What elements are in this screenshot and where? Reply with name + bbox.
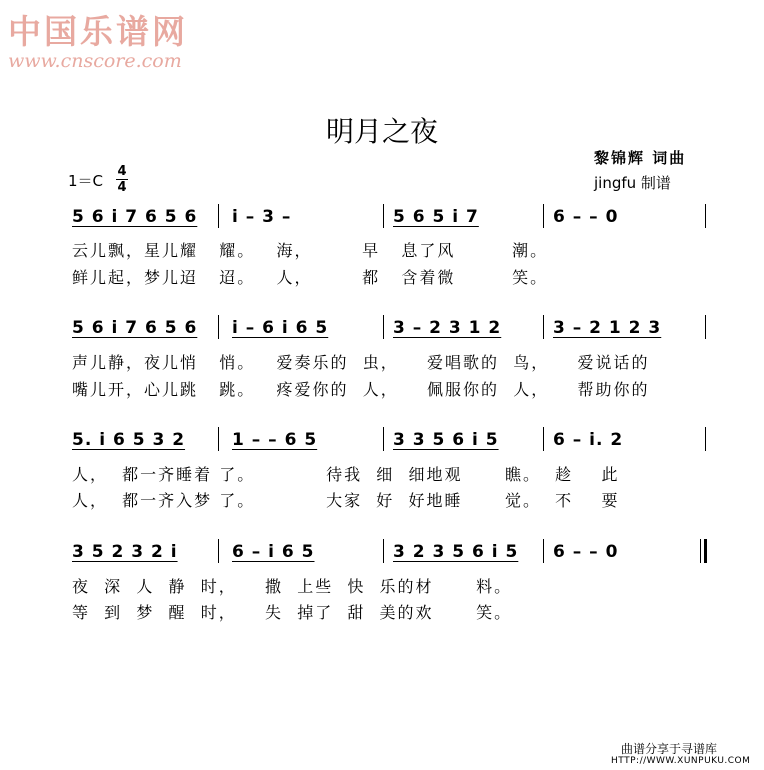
barline <box>543 315 544 339</box>
lyric-line: 夜 深 人 静 时， 撒 上些 快 乐的材 料。 <box>72 577 513 596</box>
measure: 1 – – 6 5 <box>232 430 318 450</box>
barline <box>218 315 219 339</box>
measure: 3 – 2 3 1 2 <box>393 318 502 338</box>
lyric-line: 人， 都一齐睡着 了。 待我 细 细地观 瞧。 趁 此 <box>72 465 620 484</box>
barline <box>383 427 384 451</box>
barline <box>543 539 544 563</box>
barline <box>700 539 701 563</box>
barline <box>543 427 544 451</box>
measure: 3 – 2 1 2 3 <box>553 318 662 338</box>
lyric-line: 等 到 梦 醒 时， 失 掉了 甜 美的欢 笑。 <box>72 603 513 622</box>
notation-line-3 <box>0 425 764 455</box>
barline <box>383 539 384 563</box>
lyric-line: 云儿飘，星儿耀 耀。 海， 早 息了风 潮。 <box>72 241 549 260</box>
footer-url: HTTP://WWW.XUNPUKU.COM <box>611 756 751 766</box>
lyric-line: 声儿静，夜儿悄 悄。 爱奏乐的 虫， 爱唱歌的 鸟， 爱说话的 <box>72 353 650 372</box>
transcriber-credit: jingfu 制谱 <box>594 174 671 192</box>
meter-top: 4 <box>117 164 127 179</box>
measure: i – 6 i 6 5 <box>232 318 329 338</box>
measure: 3 3 5 6 i 5 <box>393 430 499 450</box>
key-signature: 1＝C <box>68 172 104 190</box>
measure: 5. i 6 5 3 2 <box>72 430 186 450</box>
notation-line-2 <box>0 313 764 343</box>
barline <box>383 204 384 228</box>
lyric-line: 嘴儿开，心儿跳 跳。 疼爱你的 人， 佩服你的 人， 帮助你的 <box>72 380 650 399</box>
watermark-url: www.cnscore.com <box>8 50 182 72</box>
barline <box>705 315 706 339</box>
final-barline <box>704 539 707 563</box>
time-signature <box>116 164 128 195</box>
measure: 5 6 i 7 6 5 6 <box>72 318 198 338</box>
barline <box>218 427 219 451</box>
measure: 6 – – 0 <box>553 207 619 227</box>
measure: 6 – – 0 <box>553 542 619 562</box>
footer-source: 曲谱分享于寻谱库 <box>621 742 718 756</box>
barline <box>705 427 706 451</box>
measure: i – 3 – <box>232 207 292 227</box>
measure: 6 – i 6 5 <box>232 542 315 562</box>
barline <box>543 204 544 228</box>
lyric-line: 鲜儿起，梦儿迢 迢。 人， 都 含着微 笑。 <box>72 268 549 287</box>
notation-line-1 <box>0 202 764 232</box>
watermark-logo: 中国乐谱网 <box>8 12 188 51</box>
measure: 5 6 i 7 6 5 6 <box>72 207 198 227</box>
measure: 6 – i. 2 <box>553 430 624 450</box>
song-title: 明月之夜 <box>325 115 438 148</box>
barline <box>218 539 219 563</box>
composer-credit: 黎锦辉 词曲 <box>594 149 687 167</box>
measure: 3 5 2 3 2 i <box>72 542 178 562</box>
barline <box>705 204 706 228</box>
barline <box>383 315 384 339</box>
lyric-line: 人， 都一齐入梦 了。 大家 好 好地睡 觉。 不 要 <box>72 491 620 510</box>
meter-bottom: 4 <box>117 180 127 195</box>
measure: 5 6 5 i 7 <box>393 207 479 227</box>
measure: 3 2 3 5 6 i 5 <box>393 542 519 562</box>
notation-line-4 <box>0 537 764 567</box>
barline <box>218 204 219 228</box>
